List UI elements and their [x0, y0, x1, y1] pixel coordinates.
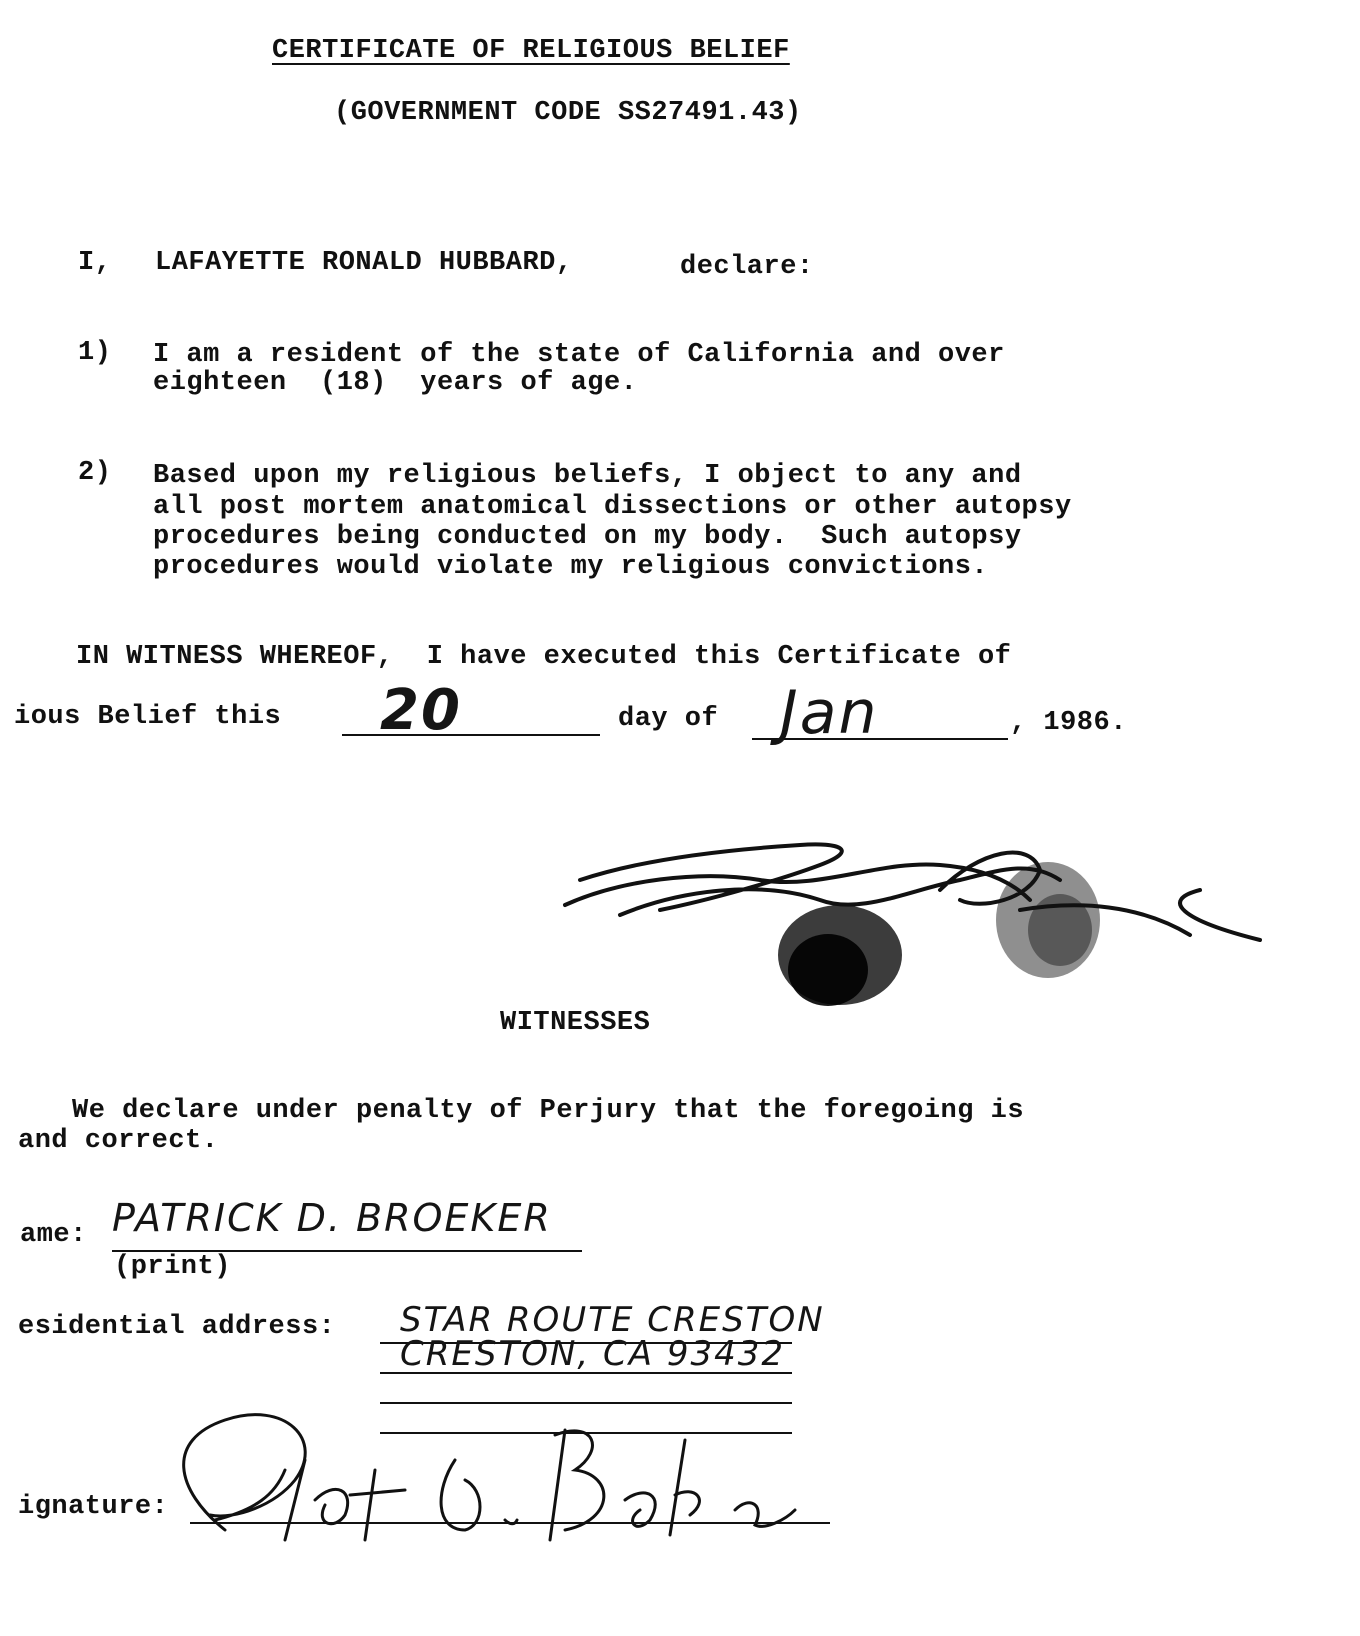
- signature-label: ignature:: [18, 1492, 169, 1522]
- item-number: 2): [78, 458, 112, 488]
- witness-clause-line: IN WITNESS WHEREOF, I have executed this Certificate of: [76, 642, 1012, 672]
- address-handwritten-2: CRESTON, CA 93432: [400, 1334, 785, 1374]
- item-line: Based upon my religious beliefs, I object to any and: [153, 461, 1022, 491]
- government-code: (GOVERNMENT CODE SS27491.43): [334, 98, 802, 128]
- address-handwritten-1: STAR ROUTE CRESTON: [400, 1300, 825, 1340]
- witness-name-handwritten: PATRICK D. BROEKER: [112, 1196, 552, 1240]
- declaration-verb: declare:: [680, 252, 814, 282]
- item-number: 1): [78, 338, 112, 368]
- item-line: eighteen (18) years of age.: [153, 368, 638, 398]
- item-line: I am a resident of the state of California and over: [153, 340, 1005, 370]
- month-handwritten: Jan: [780, 678, 879, 748]
- declaration-prefix: I,: [78, 248, 112, 278]
- witness-clause-line: , 1986.: [1010, 708, 1127, 738]
- certificate-title: CERTIFICATE OF RELIGIOUS BELIEF: [272, 36, 790, 66]
- witness-name-label: ame:: [20, 1220, 87, 1250]
- item-line: procedures would violate my religious convictions.: [153, 552, 989, 582]
- witnesses-heading: WITNESSES: [500, 1008, 651, 1038]
- witness-clause-line: ious Belief this: [14, 702, 282, 732]
- item-line: procedures being conducted on my body. Such autopsy: [153, 522, 1022, 552]
- print-label: (print): [114, 1252, 231, 1282]
- witness-declaration-line: We declare under penalty of Perjury that the foregoing is: [72, 1096, 1025, 1126]
- day-handwritten: 20: [380, 678, 462, 743]
- witness-signature: [165, 1400, 845, 1560]
- declarant-signature: [560, 820, 1280, 1020]
- witness-declaration-line: and correct.: [18, 1126, 219, 1156]
- declarant-name: LAFAYETTE RONALD HUBBARD,: [155, 248, 573, 278]
- witness-clause-line: day of: [618, 704, 719, 734]
- item-line: all post mortem anatomical dissections or other autopsy: [153, 492, 1072, 522]
- address-label: esidential address:: [18, 1312, 336, 1342]
